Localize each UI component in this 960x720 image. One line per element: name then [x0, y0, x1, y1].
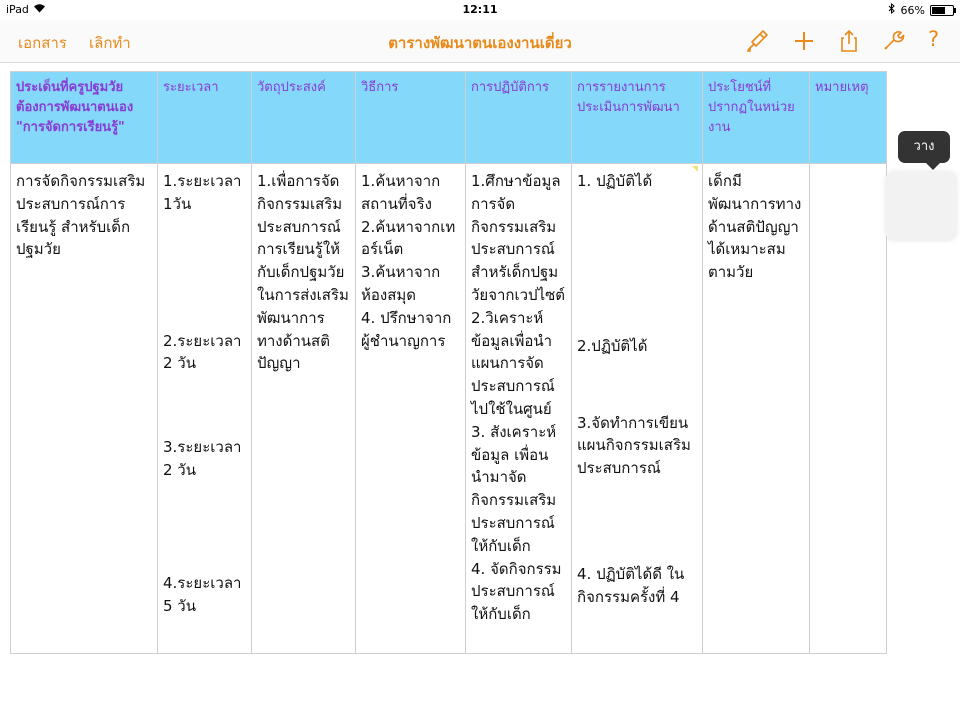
status-time: 12:11 [462, 3, 498, 16]
paste-popover-button[interactable]: วาง [898, 131, 950, 163]
battery-fill [932, 7, 945, 14]
cell-benefit[interactable] [703, 164, 810, 654]
header-report[interactable]: การรายงานการประเมินการพัฒนา [572, 72, 703, 164]
undo-button[interactable]: เลิกทำ [89, 34, 131, 52]
objective-text: 1.เพื่อการจัดกิจกรรมเสริมประสบการณ์การเรียนรู้ให้กับเด็กปฐมวัยในการส่งเสริมพัฒนาการทางด้านสติปัญญา [257, 172, 349, 373]
header-benefit[interactable]: ประโยชน์ที่ปรากฏในหน่วยงาน [703, 72, 810, 164]
battery-icon [930, 5, 954, 16]
header-remark[interactable]: หมายเหตุ [810, 72, 887, 164]
development-table [10, 71, 887, 654]
header-duration[interactable]: ระยะเวลา [158, 72, 252, 164]
issue-text: การจัดกิจกรรมเสริมประสบการณ์การเรียนรู้ สำหรับเด็กปฐมวัย [16, 172, 146, 259]
comment-marker [692, 166, 698, 172]
share-icon[interactable] [836, 28, 862, 54]
toolbar [0, 20, 960, 63]
documents-button[interactable]: เอกสาร [18, 34, 67, 52]
duration-4: 4.ระยะเวลา 5 วัน [163, 573, 247, 615]
status-right [888, 3, 954, 17]
cell-issue[interactable] [11, 164, 158, 654]
wrench-icon[interactable] [880, 28, 906, 54]
bluetooth-icon [888, 3, 896, 17]
header-row [11, 72, 887, 164]
table-row [11, 164, 887, 654]
document-title: ตารางพัฒนาตนเองงานเดี่ยว [388, 34, 572, 52]
header-objective[interactable]: วัตถุประสงค์ [252, 72, 356, 164]
format-brush-icon[interactable] [744, 28, 770, 54]
methods-text: 1.ค้นหาจากสถานที่จริง 2.ค้นหาจากเทอร์เน็ต 3.ค้นหาจากห้องสมุด 4. ปรึกษาจากผู้ชำนาญการ [361, 172, 456, 350]
report-2: 2.ปฏิบัติได้ [577, 336, 648, 355]
cell-remark[interactable] [810, 164, 887, 654]
device-name: iPad [6, 3, 29, 16]
status-bar [0, 0, 960, 20]
help-button[interactable]: ? [928, 27, 940, 51]
header-practice[interactable]: การปฏิบัติการ [466, 72, 572, 164]
cell-report[interactable] [572, 164, 703, 654]
header-issue[interactable]: ประเด็นที่ครูปฐมวัยต้องการพัฒนาตนเอง "การจัดการเรียนรู้" [11, 72, 158, 164]
cell-objective[interactable] [252, 164, 356, 654]
duration-3: 3.ระยะเวลา 2 วัน [163, 438, 247, 479]
benefit-text: เด็กมีพัฒนาการทางด้านสติปัญญาได้เหมาะสมตามวัย [708, 172, 802, 282]
cell-duration[interactable] [158, 164, 252, 654]
report-3: 3.จัดทำการเขียนแผนกิจกรรมเสริมประสบการณ์ [577, 413, 691, 478]
add-icon[interactable] [791, 28, 817, 54]
header-method[interactable]: วิธีการ [356, 72, 466, 164]
spreadsheet [10, 71, 887, 654]
cell-method[interactable] [356, 164, 466, 654]
report-1: 1. ปฏิบัติได้ [577, 172, 653, 190]
paste-target-area [885, 171, 957, 241]
duration-2: 2.ระยะเวลา 2 วัน [163, 331, 247, 373]
battery-percent: 66% [900, 3, 925, 17]
cell-practice[interactable] [466, 164, 572, 654]
duration-1: 1.ระยะเวลา 1วัน [163, 172, 247, 213]
practice-text: 1.ศึกษาข้อมูลการจัดกิจกรรมเสริมประสบการณ์สำหรัเด็กปฐมวัยจากเวปไซต์ 2.วิเคราะห์ข้อมูลเพื่อนำแผนการจัดประสบการณ์ไปใช้ในศูนย์ 3. สังเคราะห์ข้อมูล เพื่อนนำมาจัดกิจกรรมเสริมประสบการณ์ให้กับเด็ก 4. จัดกิจกรรมประสบการณ์ให้กับเด็ก [471, 172, 566, 624]
report-4: 4. ปฏิบัติได้ดี ในกิจกรรมครั้งที่ 4 [577, 564, 685, 606]
